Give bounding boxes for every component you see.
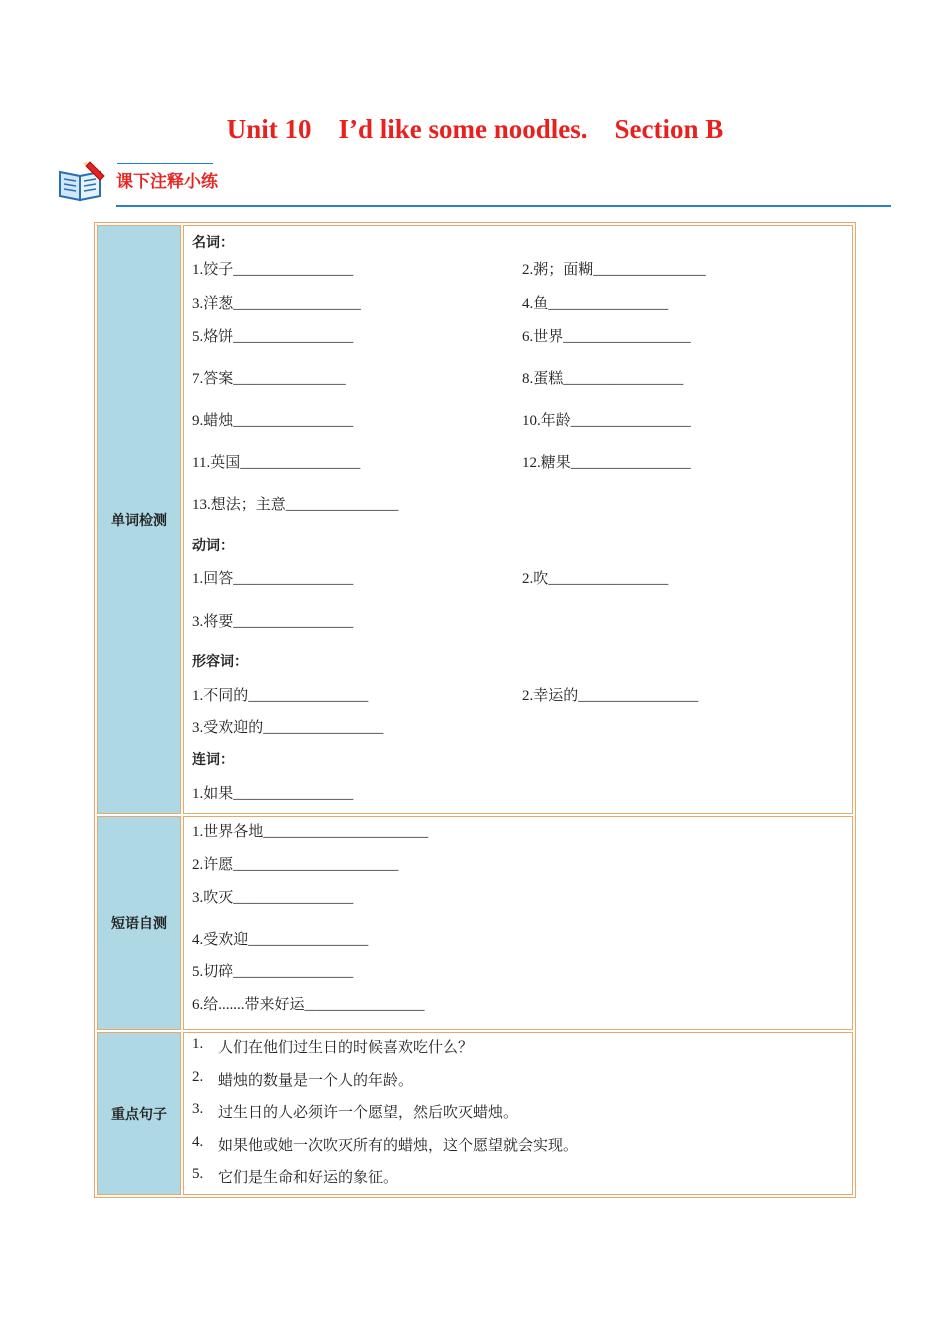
sentence-item[interactable] [192, 1036, 852, 1069]
sentences-content [183, 1032, 853, 1195]
noun-item[interactable]: 8.蛋糕________________ [522, 371, 684, 387]
sentence-number: 2. [192, 1069, 204, 1085]
sentence-item[interactable] [192, 1101, 852, 1134]
noun-item[interactable]: 9.蜡烛________________ [192, 413, 354, 429]
sentence-item[interactable] [192, 1166, 852, 1194]
vocab-label: 单词检测 [97, 225, 181, 814]
sentences-row [97, 1032, 853, 1195]
phrase-item[interactable]: 3.吹灭________________ [192, 890, 354, 906]
phrase-item[interactable]: 4.受欢迎________________ [192, 932, 369, 948]
phrase-item[interactable]: 2.许愿______________________ [192, 857, 399, 873]
sentence-number: 5. [192, 1166, 204, 1182]
page-title: Unit 10 I’d like some noodles. Section B [226, 114, 724, 144]
sentence-item[interactable] [192, 1134, 852, 1166]
adj-item[interactable]: 2.幸运的________________ [522, 688, 699, 704]
sentence-text: 如果他或她一次吹灭所有的蜡烛，这个愿望就会实现。 [218, 1138, 579, 1154]
noun-item[interactable]: 5.烙饼________________ [192, 329, 354, 345]
noun-item[interactable]: 4.鱼________________ [522, 296, 669, 312]
exercise-table [94, 222, 856, 1198]
header-divider [116, 205, 891, 207]
verb-item[interactable]: 2.吹________________ [522, 571, 669, 587]
noun-item[interactable]: 13.想法；主意_______________ [192, 497, 399, 513]
noun-item[interactable]: 12.糖果________________ [522, 455, 691, 471]
sentence-number: 1. [192, 1036, 204, 1052]
sentence-number: 4. [192, 1134, 204, 1150]
sentence-item[interactable] [192, 1069, 852, 1101]
adj-item[interactable]: 1.不同的________________ [192, 688, 369, 704]
adj-heading: 形容词： [192, 654, 248, 670]
noun-item[interactable]: 10.年龄________________ [522, 413, 691, 429]
book-icon [56, 160, 108, 204]
vocab-content [183, 225, 853, 814]
noun-item[interactable]: 11.英国________________ [192, 455, 361, 471]
header-accent-line [117, 163, 213, 164]
adj-item[interactable] [522, 716, 852, 749]
phrase-item[interactable]: 5.切碎________________ [192, 964, 354, 980]
phrase-item[interactable]: 6.给.......带来好运________________ [192, 997, 425, 1013]
phrase-item[interactable]: 1.世界各地______________________ [192, 824, 429, 840]
sentence-text: 人们在他们过生日的时候喜欢吃什么？ [218, 1040, 474, 1056]
noun-item[interactable]: 1.饺子________________ [192, 262, 354, 278]
phrases-content [183, 816, 853, 1030]
sentence-text: 过生日的人必须许一个愿望，然后吹灭蜡烛。 [218, 1105, 519, 1121]
adj-item[interactable]: 3.受欢迎的________________ [192, 720, 384, 736]
sentence-number: 3. [192, 1101, 204, 1117]
noun-item[interactable]: 7.答案_______________ [192, 371, 346, 387]
phrases-row [97, 816, 853, 1030]
nouns-heading: 名词： [192, 235, 234, 251]
conj-item[interactable]: 1.如果________________ [192, 786, 354, 802]
phrases-label: 短语自测 [97, 816, 181, 1030]
sentence-text: 它们是生命和好运的象征。 [218, 1170, 399, 1186]
conj-item[interactable] [522, 782, 852, 806]
noun-item[interactable]: 3.洋葱_________________ [192, 296, 361, 312]
verb-item[interactable] [522, 610, 852, 651]
noun-item[interactable] [522, 493, 852, 535]
verb-item[interactable]: 3.将要________________ [192, 614, 354, 630]
vocab-row [97, 225, 853, 814]
sentences-label: 重点句子 [97, 1032, 181, 1195]
verb-item[interactable]: 1.回答________________ [192, 571, 354, 587]
conj-heading: 连词： [192, 752, 234, 768]
noun-item[interactable]: 2.粥；面糊_______________ [522, 262, 706, 278]
verbs-heading: 动词： [192, 538, 234, 554]
noun-item[interactable]: 6.世界_________________ [522, 329, 691, 345]
sentence-text: 蜡烛的数量是一个人的年龄。 [218, 1073, 414, 1089]
section-header: 课下注释小练 [116, 172, 218, 192]
